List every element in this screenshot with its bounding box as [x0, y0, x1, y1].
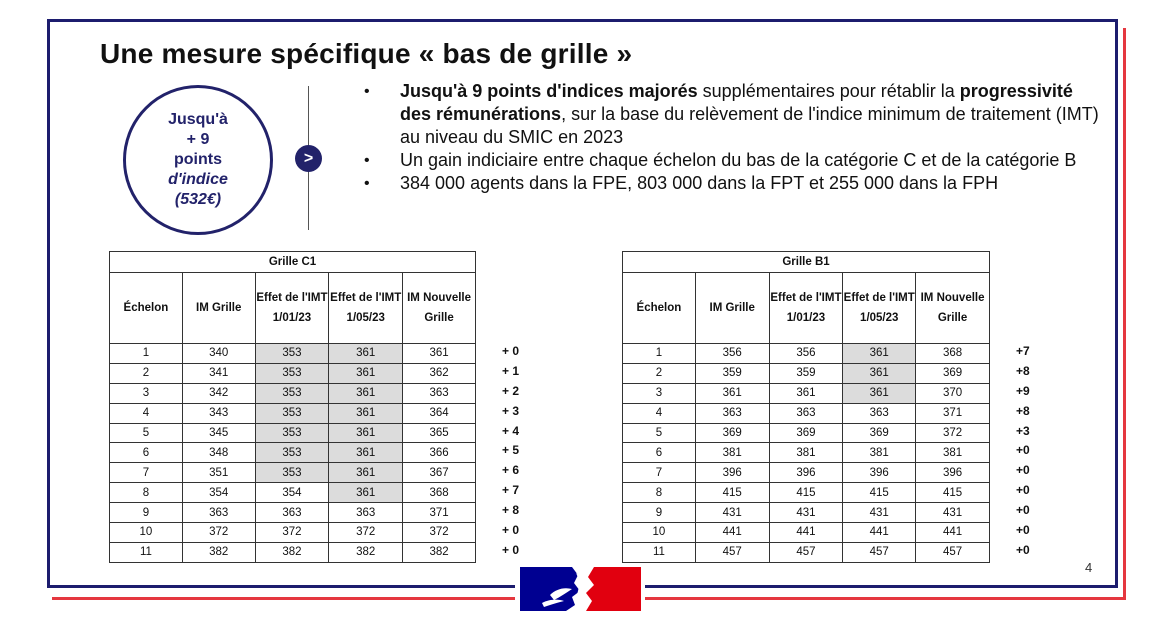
table-cell: 363: [403, 383, 476, 403]
table-row: [623, 344, 990, 364]
table-cell: 365: [403, 423, 476, 443]
bullet-1-text-2: , sur la base du relèvement de l'indice minimum de traitement (IMT) au niveau du SMIC en 2023: [400, 104, 1099, 147]
table-cell: 348: [182, 443, 255, 463]
table-cell: 3: [110, 383, 183, 403]
gain-value: +8: [1016, 363, 1030, 378]
table-cell: 2: [623, 363, 696, 383]
table-cell: 382: [403, 542, 476, 562]
table-row: [110, 463, 476, 483]
table-cell: 457: [695, 542, 769, 562]
header-im-nouvelle: IM Nouvelle Grille: [403, 273, 476, 344]
table-cell: 457: [843, 542, 916, 562]
table-cell: 368: [403, 483, 476, 503]
table-cell: 9: [623, 503, 696, 523]
table-cell: 372: [916, 423, 990, 443]
grille-c1-caption: Grille C1: [110, 252, 476, 273]
table-cell: 342: [182, 383, 255, 403]
bullet-item-2: • Un gain indiciaire entre chaque échelon du bas de la catégorie C et de la catégorie B: [364, 149, 1104, 172]
table-cell: 381: [916, 443, 990, 463]
header-im-grille: IM Grille: [182, 273, 255, 344]
gain-value: + 4: [502, 423, 520, 438]
table-cell: 359: [769, 363, 843, 383]
table-cell: 363: [329, 503, 403, 523]
table-cell: 354: [182, 483, 255, 503]
table-cell: 361: [329, 463, 403, 483]
badge-line-2: + 9: [186, 131, 210, 148]
table-cell: 364: [403, 403, 476, 423]
table-cell: 371: [916, 403, 990, 423]
table-cell: 431: [916, 503, 990, 523]
slide-frame-red-right: [1123, 28, 1126, 600]
bullet-1-bold-1: Jusqu'à 9 points d'indices majorés: [400, 81, 698, 101]
table-cell: 351: [182, 463, 255, 483]
gain-value: +7: [1016, 344, 1030, 358]
table-cell: 6: [110, 443, 183, 463]
header-imt-0105: Effet de l'IMT 1/05/23: [843, 273, 916, 344]
marianne-logo-icon: [520, 567, 641, 611]
table-cell: 7: [623, 463, 696, 483]
table-cell: 361: [329, 423, 403, 443]
bullet-item-1: [364, 80, 1104, 149]
table-cell: 363: [843, 403, 916, 423]
table-cell: 361: [843, 363, 916, 383]
table-cell: 363: [695, 403, 769, 423]
table-cell: 354: [255, 483, 329, 503]
table-cell: 359: [695, 363, 769, 383]
table-cell: 363: [255, 503, 329, 523]
table-cell: 396: [916, 463, 990, 483]
table-cell: 361: [403, 344, 476, 364]
header-echelon: Échelon: [623, 273, 696, 344]
table-cell: 431: [769, 503, 843, 523]
table-row: [110, 523, 476, 543]
table-cell: 3: [623, 383, 696, 403]
table-row: [110, 363, 476, 383]
table-cell: 11: [110, 542, 183, 562]
gain-value: +0: [1016, 463, 1030, 478]
bullet-item-3: • 384 000 agents dans la FPE, 803 000 dans la FPT et 255 000 dans la FPH: [364, 172, 1104, 195]
gain-value: +0: [1016, 542, 1030, 557]
table-cell: 5: [623, 423, 696, 443]
grille-c1-table: [109, 251, 476, 563]
table-row: [623, 503, 990, 523]
table-row: [110, 503, 476, 523]
header-imt-0101: Effet de l'IMT 1/01/23: [255, 273, 329, 344]
gain-value: +0: [1016, 523, 1030, 538]
table-cell: 441: [916, 523, 990, 543]
table-cell: 366: [403, 443, 476, 463]
table-cell: 381: [695, 443, 769, 463]
table-cell: 415: [843, 483, 916, 503]
table-cell: 356: [769, 344, 843, 364]
table-cell: 345: [182, 423, 255, 443]
table-cell: 367: [403, 463, 476, 483]
gain-value: + 6: [502, 463, 520, 478]
header-imt-0101: Effet de l'IMT 1/01/23: [769, 273, 843, 344]
table-cell: 11: [623, 542, 696, 562]
table-cell: 372: [255, 523, 329, 543]
table-cell: 457: [916, 542, 990, 562]
table-cell: 343: [182, 403, 255, 423]
table-cell: 369: [916, 363, 990, 383]
slide-title: Une mesure spécifique « bas de grille »: [100, 38, 633, 69]
table-cell: 457: [769, 542, 843, 562]
gain-value: + 2: [502, 383, 520, 398]
badge-line-4: d'indice: [168, 171, 228, 188]
gain-value: + 3: [502, 403, 520, 418]
table-cell: 382: [255, 542, 329, 562]
bullet-1-bold-2: progressivité des rémunérations: [400, 81, 1073, 124]
gain-value: +8: [1016, 403, 1030, 418]
gain-value: + 5: [502, 443, 520, 458]
table-cell: 340: [182, 344, 255, 364]
grille-b1-caption: Grille B1: [623, 252, 990, 273]
table-cell: 382: [329, 542, 403, 562]
table-cell: 353: [255, 443, 329, 463]
page-number: 4: [1085, 560, 1093, 575]
table-cell: 353: [255, 383, 329, 403]
gain-value: +9: [1016, 383, 1030, 398]
gain-value: + 7: [502, 483, 520, 498]
table-cell: 368: [916, 344, 990, 364]
table-cell: 361: [843, 344, 916, 364]
table-cell: 361: [329, 363, 403, 383]
table-cell: 372: [329, 523, 403, 543]
chevron-right-icon: >: [295, 145, 322, 172]
table-cell: 361: [329, 344, 403, 364]
bullet-list: [364, 80, 1104, 195]
table-cell: 4: [110, 403, 183, 423]
gain-value: + 8: [502, 503, 520, 518]
table-row: [110, 344, 476, 364]
header-imt-0105: Effet de l'IMT 1/05/23: [329, 273, 403, 344]
table-cell: 2: [110, 363, 183, 383]
table-cell: 370: [916, 383, 990, 403]
table-cell: 1: [623, 344, 696, 364]
table-cell: 353: [255, 423, 329, 443]
table-cell: 361: [843, 383, 916, 403]
table-cell: 4: [623, 403, 696, 423]
table-row: [623, 523, 990, 543]
gain-value: +0: [1016, 503, 1030, 518]
table-cell: 5: [110, 423, 183, 443]
table-cell: 369: [695, 423, 769, 443]
badge-line-1: Jusqu'à: [168, 111, 228, 128]
table-cell: 6: [623, 443, 696, 463]
table-cell: 1: [110, 344, 183, 364]
table-cell: 415: [769, 483, 843, 503]
gain-value: +0: [1016, 483, 1030, 498]
table-cell: 415: [695, 483, 769, 503]
table-cell: 369: [843, 423, 916, 443]
table-cell: 363: [769, 403, 843, 423]
table-cell: 372: [182, 523, 255, 543]
table-cell: 396: [695, 463, 769, 483]
table-row: [623, 423, 990, 443]
table-row: [110, 423, 476, 443]
gain-value: + 1: [502, 363, 520, 378]
table-row: [110, 403, 476, 423]
header-im-nouvelle: IM Nouvelle Grille: [916, 273, 990, 344]
table-cell: 441: [843, 523, 916, 543]
table-row: [623, 383, 990, 403]
table-cell: 371: [403, 503, 476, 523]
table-cell: 431: [843, 503, 916, 523]
table-cell: 361: [329, 483, 403, 503]
table-cell: 8: [110, 483, 183, 503]
gain-value: +3: [1016, 423, 1030, 438]
grille-b1-gains: [1016, 342, 1030, 561]
table-cell: 361: [329, 383, 403, 403]
table-cell: 361: [769, 383, 843, 403]
badge-line-3: points: [174, 151, 222, 168]
badge-line-5: (532€): [174, 191, 222, 208]
bullet-1-text-1: supplémentaires pour rétablir la: [697, 81, 960, 101]
table-cell: 361: [695, 383, 769, 403]
table-cell: 353: [255, 344, 329, 364]
table-cell: 441: [695, 523, 769, 543]
table-cell: 341: [182, 363, 255, 383]
table-cell: 381: [769, 443, 843, 463]
table-cell: 396: [769, 463, 843, 483]
header-im-grille: IM Grille: [695, 273, 769, 344]
table-cell: 381: [843, 443, 916, 463]
gain-value: + 0: [502, 523, 520, 538]
table-cell: 353: [255, 463, 329, 483]
table-cell: 10: [110, 523, 183, 543]
grille-b1-table: [622, 251, 990, 563]
highlight-badge: [123, 85, 273, 235]
table-cell: 441: [769, 523, 843, 543]
table-row: [623, 463, 990, 483]
table-cell: 363: [182, 503, 255, 523]
table-cell: 9: [110, 503, 183, 523]
table-row: [623, 403, 990, 423]
table-row: [110, 443, 476, 463]
gain-value: + 0: [502, 344, 520, 358]
table-cell: 8: [623, 483, 696, 503]
table-cell: 415: [916, 483, 990, 503]
table-cell: 361: [329, 443, 403, 463]
table-row: [623, 542, 990, 562]
table-cell: 369: [769, 423, 843, 443]
table-cell: 431: [695, 503, 769, 523]
table-cell: 353: [255, 403, 329, 423]
table-cell: 362: [403, 363, 476, 383]
table-cell: 372: [403, 523, 476, 543]
table-row: [623, 363, 990, 383]
gain-value: + 0: [502, 542, 520, 557]
table-cell: 361: [329, 403, 403, 423]
table-row: [110, 542, 476, 562]
table-row: [110, 383, 476, 403]
header-echelon: Échelon: [110, 273, 183, 344]
table-cell: 353: [255, 363, 329, 383]
table-row: [623, 483, 990, 503]
gain-value: +0: [1016, 443, 1030, 458]
table-cell: 356: [695, 344, 769, 364]
grille-c1-gains: [502, 342, 519, 561]
table-row: [110, 483, 476, 503]
table-cell: 396: [843, 463, 916, 483]
table-cell: 382: [182, 542, 255, 562]
table-cell: 7: [110, 463, 183, 483]
table-row: [623, 443, 990, 463]
table-cell: 10: [623, 523, 696, 543]
